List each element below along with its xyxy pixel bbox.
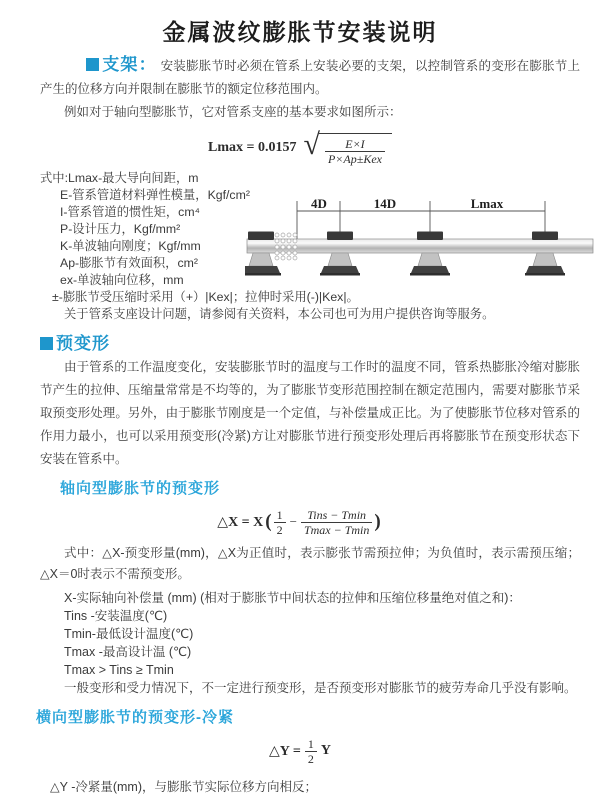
note-line: Tins -安装温度(℃): [64, 609, 168, 623]
formula-rhs: Y: [320, 743, 331, 758]
minus-sign: −: [289, 514, 297, 529]
definition-line: ex-单波轴向位移，mm: [60, 273, 184, 287]
support-section-label: 支架：: [102, 55, 157, 74]
lateral-formula-note: △Y -冷紧量(mm)，与膨胀节实际位移方向相反；: [50, 780, 318, 794]
formula-lhs: △Y =: [269, 743, 301, 759]
formula-lhs: △X = X: [217, 514, 264, 530]
axial-predeform-heading: 轴向型膨胀节的预变形: [60, 480, 221, 497]
section-square-icon: [40, 337, 53, 350]
guide-spacing-formula: [0, 129, 600, 167]
note-line: Tmin-最低设计温度(℃): [64, 627, 194, 641]
left-paren: (: [265, 511, 272, 532]
support-example-text: 例如对于轴向型膨胀节，它对管系支座的基本要求如图所示：: [64, 105, 402, 119]
section-square-icon: [86, 58, 99, 71]
note-line: X-实际轴向补偿量 (mm) (相对于膨胀节中间状态的拉伸和压缩位移量绝对值之和)：: [64, 591, 521, 605]
half-denominator: 2: [305, 751, 317, 766]
axial-formula-notes-list: [40, 589, 580, 697]
note-line: 一般变形和受力情况下，不一定进行预变形，是否预变形对膨胀节的疲劳寿命几乎没有影响。: [64, 681, 577, 695]
dim-label-lmax: Lmax: [470, 196, 504, 211]
support-intro-text: 安装膨胀节时必须在管系上安装必要的支架，以控制管系的变形在膨胀节上产生的位移方向并限制在膨胀节的额定位移范围内。: [40, 59, 580, 96]
definition-line: 式中:Lmax-最大导向间距，m: [40, 171, 199, 185]
page-title: 金属波纹膨胀节安装说明: [162, 19, 438, 45]
right-paren: ): [374, 511, 381, 532]
pipe-support-diagram: [245, 196, 595, 296]
half-numerator: 1: [307, 736, 314, 751]
definition-line: K-单波轴向刚度；Kgf/mm: [60, 239, 201, 253]
fraction-denominator: P×Ap±Kex: [325, 151, 385, 166]
dim-label-4d: 4D: [311, 196, 327, 211]
fraction-numerator: E×I: [345, 137, 365, 151]
predeform-section-label: 预变形: [56, 334, 110, 353]
pipe-guide-support: [410, 232, 450, 276]
axial-formula-notes-para: 式中：△X-预变形量(mm)，△X为正值时，表示膨张节需预拉伸；为负值时，表示需预压缩；△X＝0时表示不需预变形。: [40, 546, 580, 581]
sqrt-sign-icon: √: [303, 128, 320, 161]
half-denominator: 2: [274, 522, 286, 537]
lateral-predeform-heading: 横向型膨胀节的预变形-冷紧: [36, 709, 234, 726]
pipe-guide-support: [525, 232, 565, 276]
definition-line: P-设计压力，Kgf/mm²: [60, 222, 181, 236]
predeform-body-text: 由于管系的工作温度变化，安装膨胀节时的温度与工作时的温度不同，管系热膨胀冷缩对膨胀节产生的拉伸、压缩量常常是不均等的，为了膨胀节变形范围控制在额定范围内，需要对膨胀节采取预变形处理。另外，由于膨胀节刚度是一个定值，与补偿量成正比。为了使膨胀节位移对管系的作用力最小，也可以采用预变形(冷紧)方让对膨胀节进行预变形处理后再将膨胀节在预变形状态下安装在管系中。: [40, 360, 580, 466]
temp-fraction-denominator: Tmax − Tmin: [301, 522, 372, 537]
pipe-guide-support: [320, 232, 360, 276]
note-line: Tmax -最高设计温 (℃): [64, 645, 192, 659]
dim-label-14d: 14D: [373, 196, 397, 211]
axial-predeform-formula: [0, 504, 600, 540]
definition-line: I-管系管道的惯性矩，cm⁴: [60, 205, 200, 219]
pipe: [247, 239, 593, 253]
definition-line: ±-膨胀节受压缩时采用（+）|Kex|；拉伸时采用(-)|Kex|。: [52, 290, 359, 304]
definition-line: E-管系管道材料弹性模量，Kgf/cm²: [60, 188, 250, 202]
predeform-section-heading: [40, 329, 600, 354]
definition-line: Ap-膨胀节有效面积，cm²: [60, 256, 198, 270]
half-numerator: 1: [276, 507, 283, 522]
temp-fraction-numerator: Tins − Tmin: [307, 507, 367, 522]
lateral-predeform-formula: [0, 735, 600, 767]
symbol-definitions: [40, 170, 590, 323]
note-line: Tmax > Tins ≥ Tmin: [64, 663, 174, 677]
consult-line: 关于管系支座设计问题，请参阅有关资料，本公司也可为用户提供咨询等服务。: [64, 307, 495, 321]
support-paragraph: [40, 53, 580, 101]
formula-lhs: Lmax = 0.0157: [208, 140, 297, 155]
sqrt-radical: [304, 130, 392, 166]
